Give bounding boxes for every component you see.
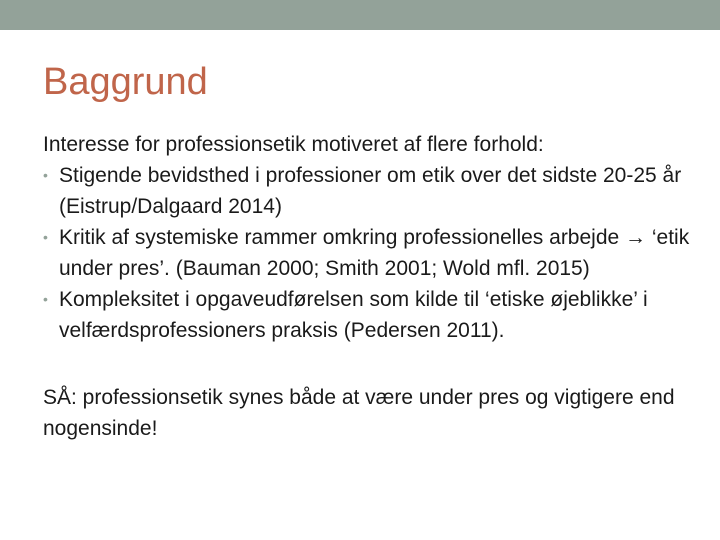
bullet-item bbox=[43, 222, 693, 284]
bullet-icon: • bbox=[43, 229, 48, 245]
bullet-text: Kompleksitet i opgaveudførelsen som kilde til ‘etiske øjeblikke’ i velfærdsprofessioners praksis (Pedersen 2011). bbox=[59, 288, 648, 342]
bullet-item bbox=[43, 160, 693, 222]
bullet-list bbox=[43, 160, 693, 346]
bullet-icon: • bbox=[43, 167, 48, 183]
slide-body bbox=[43, 129, 693, 444]
bullet-text: Kritik af systemiske rammer omkring professionelles arbejde → ‘etik under pres’. (Bauman 2000; Smith 2001; Wold mfl. 2015) bbox=[59, 226, 690, 280]
bullet-icon: • bbox=[43, 291, 48, 307]
bullet-text: Stigende bevidsthed i professioner om etik over det sidste 20-25 år (Eistrup/Dalgaard 2014) bbox=[59, 164, 682, 218]
slide-title: Baggrund bbox=[43, 61, 208, 103]
conclusion-text: SÅ: professionsetik synes både at være under pres og vigtigere end nogensinde! bbox=[43, 386, 675, 440]
bullet-item bbox=[43, 284, 693, 346]
top-accent-bar bbox=[0, 0, 720, 30]
intro-text: Interesse for professionsetik motiveret af flere forhold: bbox=[43, 133, 544, 156]
